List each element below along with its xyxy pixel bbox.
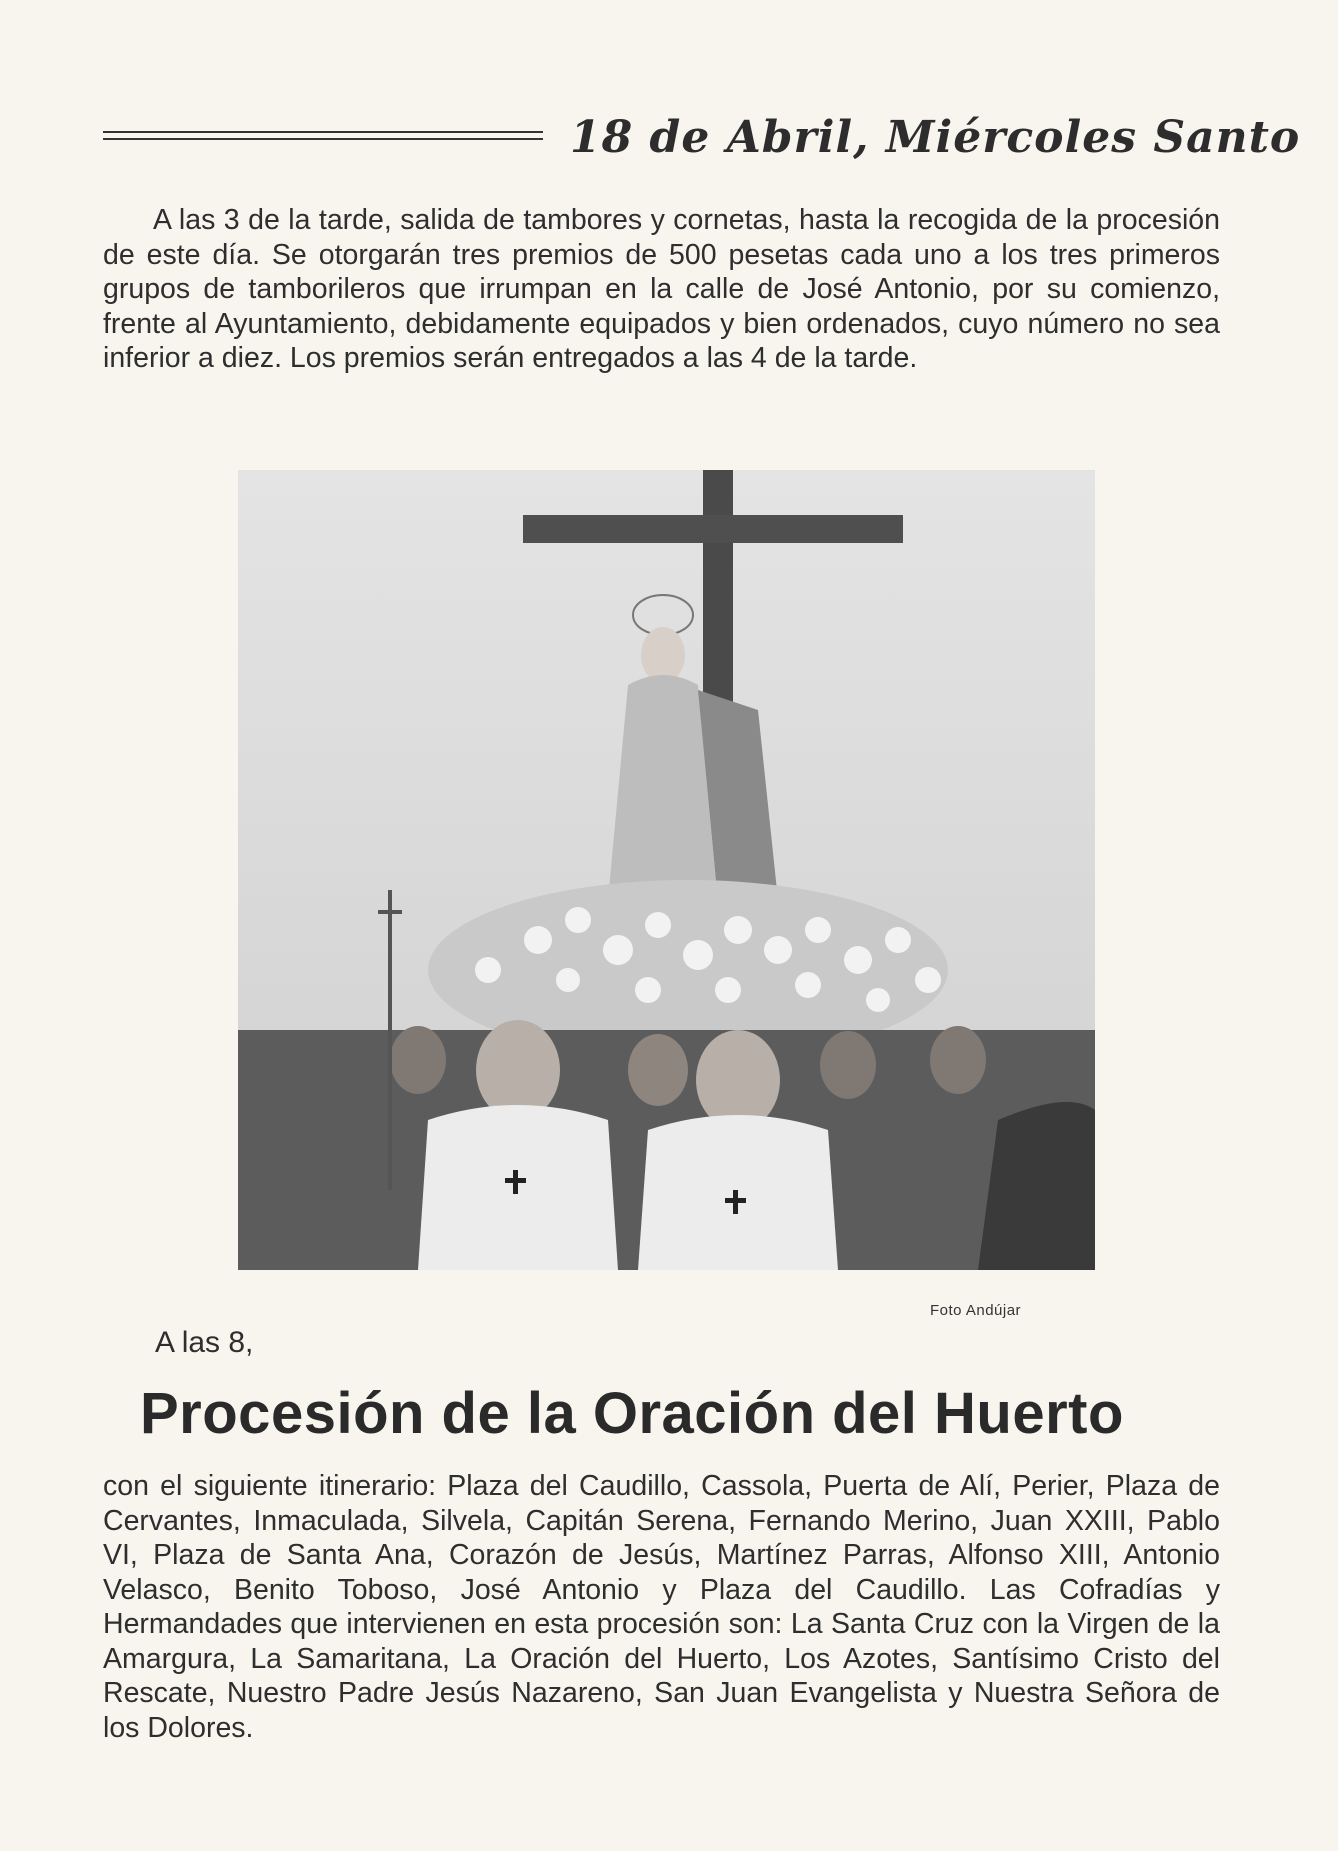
event-time: A las 8, bbox=[155, 1326, 254, 1359]
photo-credit: Foto Andújar bbox=[930, 1302, 1022, 1319]
itinerary-text: con el siguiente itinerario: Plaza del Caudillo, Cassola, Puerta de Alí, Perier, Plaza de Cervantes, Inmaculada, Silvela, Capitán Serena, Fernando Merino, Juan XXIII, Pablo VI, Plaza de Santa Ana, Corazón de Jesús, Martínez Parras, Alfonso XIII, Antonio Velasco, Benito Toboso, José Antonio y Plaza del Caudillo. Las Cofradías y Hermandades que intervienen en esta procesión son: La Santa Cruz con la Virgen de la Amargura, La Samaritana, La Oración del Huerto, Los Azotes, Santísimo Cristo del Rescate, Nuestro Padre Jesús Nazareno, San Juan Evangelista y Nuestra Señora de los Dolores. bbox=[103, 1470, 1220, 1744]
intro-text: A las 3 de la tarde, salida de tambores y cornetas, hasta la recogida de la procesión de este día. Se otorgarán tres premios de 500 pesetas cada uno a los tres primeros grupos de tamborileros que irrumpan en la calle de José Antonio, por su comienzo, frente al Ayuntamiento, debidamente equipados y bien ordenados, cuyo número no sea inferior a diez. Los premios serán entregados a las 4 de la tarde. bbox=[103, 204, 1220, 374]
event-title: Procesión de la Oración del Huerto bbox=[140, 1381, 1124, 1446]
intro-paragraph bbox=[103, 203, 1220, 376]
page-title: 18 de Abril, Miércoles Santo bbox=[570, 112, 1301, 163]
procession-photo bbox=[238, 470, 1095, 1270]
header-rule bbox=[103, 131, 543, 143]
procession-photo-illustration bbox=[238, 470, 1095, 1270]
itinerary-paragraph bbox=[103, 1469, 1220, 1745]
